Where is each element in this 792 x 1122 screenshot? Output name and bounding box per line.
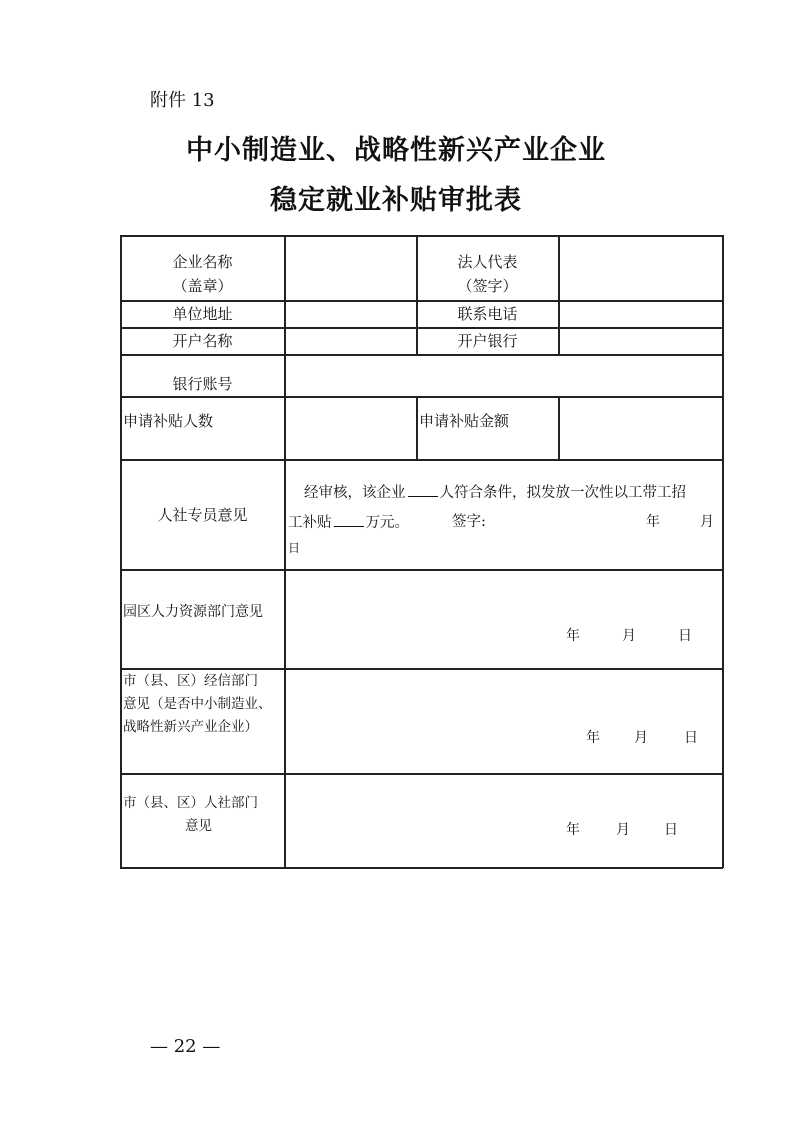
date-year: 年: [646, 514, 660, 530]
address-label: 单位地址: [172, 305, 233, 323]
date-month: 月: [622, 628, 636, 644]
date-year: 年: [566, 822, 580, 838]
date-month: 月: [700, 514, 714, 530]
table-line: [722, 235, 724, 868]
review-line-1: 经审核，该企业 人符合条件，拟发放一次性以工带工招: [304, 480, 686, 505]
date-month: 月: [634, 730, 648, 746]
phone-label: 联系电话: [457, 305, 518, 323]
table-line: [284, 235, 286, 868]
table-line: [120, 773, 723, 775]
date-day: 日: [664, 822, 678, 838]
account-name-label: 开户名称: [172, 332, 233, 350]
table-line: [120, 235, 723, 237]
date-day: 日: [684, 730, 698, 746]
table-line: [558, 235, 560, 354]
date-month: 月: [616, 822, 630, 838]
legal-rep-label: 法人代表 （签字）: [457, 253, 518, 295]
form-title-line1: 中小制造业、战略性新兴产业企业: [186, 135, 606, 166]
table-line: [120, 354, 723, 356]
park-hr-label: 园区人力资源部门意见: [123, 604, 263, 620]
blank-line: [334, 510, 364, 527]
blank-line: [408, 480, 438, 497]
signature-label: 签字:: [452, 514, 486, 530]
date-year: 年: [586, 730, 600, 746]
bank-label: 开户银行: [457, 332, 518, 350]
account-number-label: 银行账号: [172, 375, 233, 393]
date-day: 日: [288, 541, 301, 555]
table-line: [120, 396, 723, 398]
company-name-label: 企业名称 （盖章）: [172, 253, 233, 295]
subsidy-amount-label: 申请补贴金额: [419, 412, 510, 430]
date-year: 年: [566, 628, 580, 644]
hr-specialist-label: 人社专员意见: [157, 506, 248, 524]
hrss-dept-label: 市（县、区）人社部门 意见: [123, 795, 258, 834]
date-day: 日: [678, 628, 692, 644]
econ-dept-label: 市（县、区）经信部门 意见（是否中小制造业、 战略性新兴产业企业）: [123, 673, 272, 735]
page-number: — 22 —: [150, 1036, 221, 1057]
applicants-count-label: 申请补贴人数: [123, 412, 214, 430]
table-line: [558, 396, 560, 459]
review-line-2: 工补贴 万元。: [288, 510, 409, 535]
table-line: [120, 867, 723, 869]
table-line: [416, 396, 418, 459]
table-line: [120, 459, 723, 461]
form-title-line2: 稳定就业补贴审批表: [270, 185, 522, 216]
table-line: [120, 569, 723, 571]
attachment-label: 附件 13: [150, 90, 215, 111]
